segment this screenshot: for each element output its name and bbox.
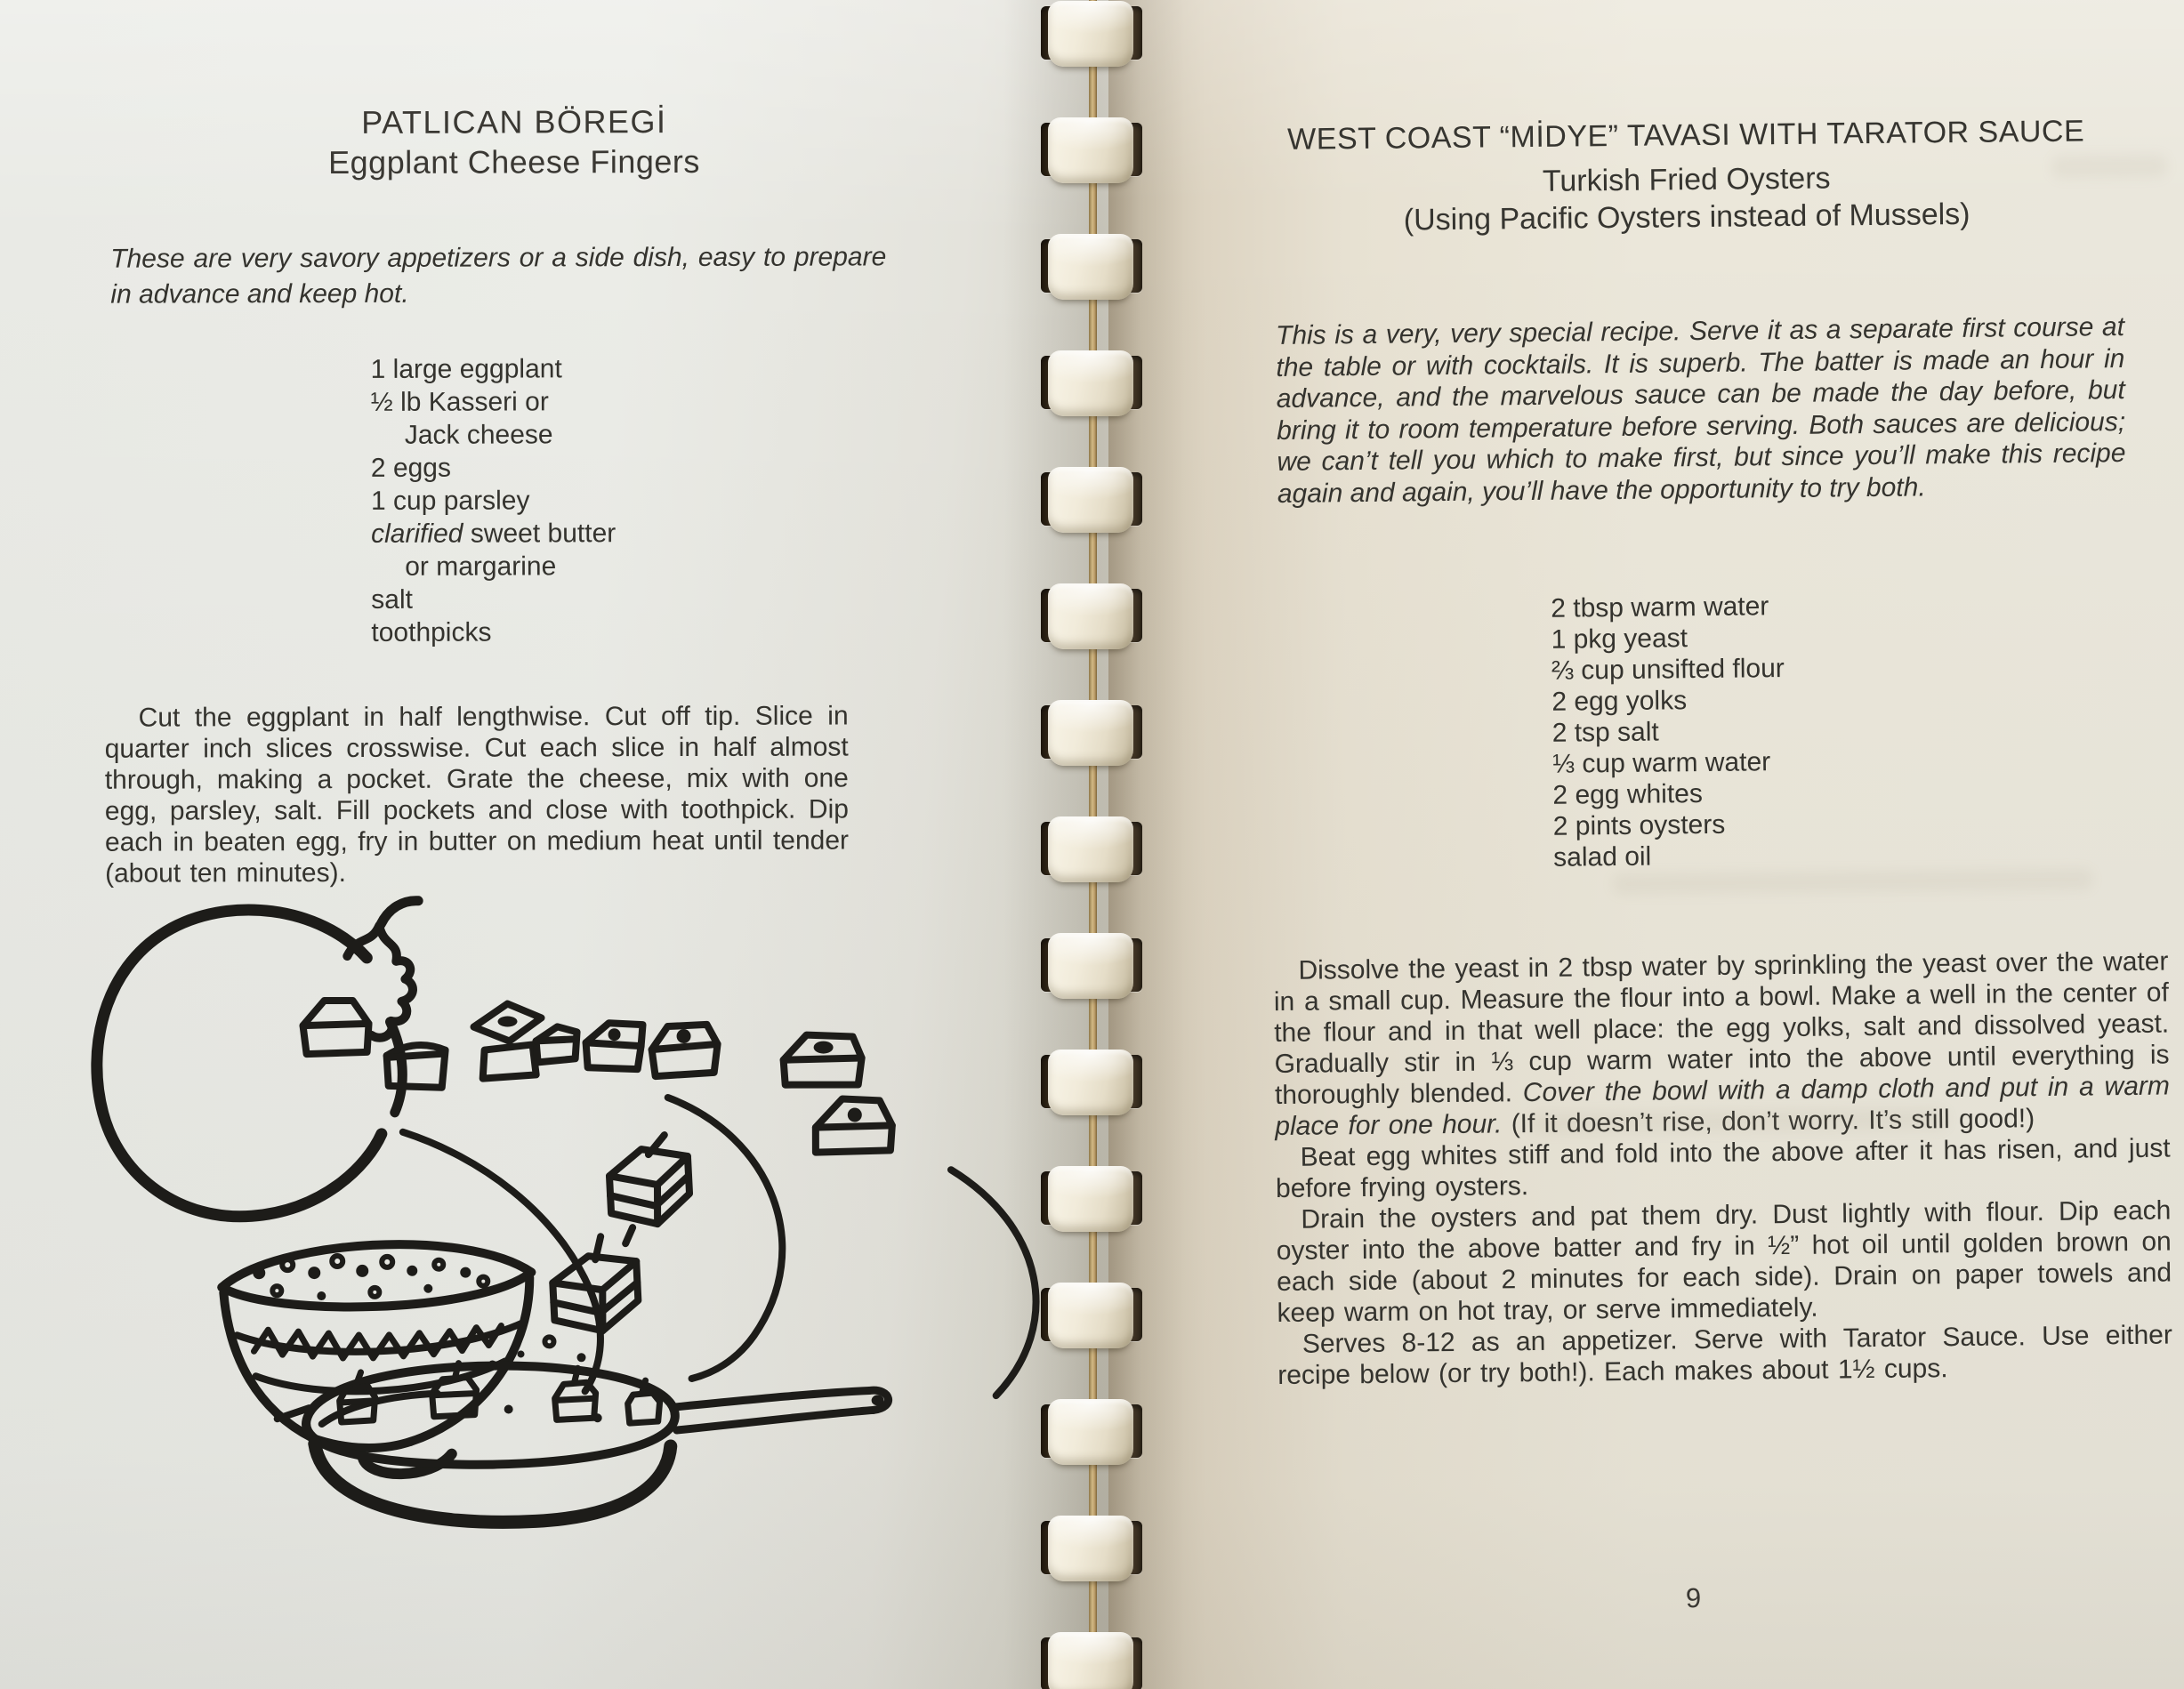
instructions-paragraph: Drain the oysters and pat them dry. Dust lightly with flour. Dip each oyster into the above batter and fry in ½” hot oil until golden brown on each side (about 2 minutes for each side). Drain on paper towels and keep warm on hot tray, or serve immediately. [1276,1195,2172,1329]
right-instructions [1273,946,2172,1392]
bleed-through-mark [1529,1108,1947,1134]
right-recipe-intro: This is a very, very special recipe. Serve it as a separate first course at the table or with cocktails. It is superb. The batter is made an hour in advance, and the marvelous sauce can be made the day before, but bring it to room temperature before serving. Both sauces are delicious; we can’t tell you which to make first, but since you’ll make this recipe again and again, you’ll have the opportunity to try both. [1275,312,2126,509]
ingredient-line: 2 tsp salt [1551,717,1659,748]
binding-loop [1003,350,1185,416]
binding-loop-band [1048,117,1133,183]
right-page [1108,0,2184,1689]
binding-loop [1003,1399,1185,1465]
binding-loop [1003,700,1185,766]
right-recipe-note: (Using Pacific Oysters instead of Mussels) [1403,197,1970,237]
mixing-bowl-drawing [222,1244,532,1475]
right-ingredient-list [1551,591,1786,873]
ingredient-line: 2 tbsp warm water [1551,591,1769,623]
spiral-binding [1003,0,1185,1689]
binding-loop-band [1048,1283,1133,1348]
ingredient-line: ½ lb Kasseri or [370,387,549,417]
binding-loop [1003,117,1185,183]
binding-loop-band [1048,234,1133,300]
ingredient-line: 1 pkg yeast [1551,623,1688,655]
binding-loop-band [1048,1166,1133,1232]
binding-loop-band [1048,1632,1133,1689]
bleed-through-mark [2051,154,2167,178]
instructions-paragraph: Serves 8-12 as an appetizer. Serve with Tarator Sauce. Use either recipe below (or try both!). Each makes about 1½ cups. [1277,1320,2173,1391]
instructions-text: (If it doesn’t rise, don’t worry. It’s still good!) [1502,1104,2035,1139]
binding-loop-band [1048,350,1133,416]
left-instructions: Cut the eggplant in half lengthwise. Cut off tip. Slice in quarter inch slices crosswise. Cut each slice in half almost through, making a pocket. Grate the cheese, mix with one egg, parsley, salt. Fill pockets and close with toothpick. Dip each in beaten egg, fry in butter on medium heat until tender (about ten minutes). [104,701,850,889]
right-recipe-subtitle: Turkish Fried Oysters [1542,161,1831,198]
binding-loop [1003,467,1185,533]
ingredient-line: salt [371,584,414,615]
binding-loop-band [1048,467,1133,533]
right-page-content [1100,0,2184,1689]
binding-loop-band [1048,583,1133,649]
binding-loop-band [1048,700,1133,766]
binding-loop [1003,1516,1185,1581]
binding-loop [1003,1283,1185,1348]
binding-loop-band [1048,1516,1133,1581]
ingredient-line: 2 eggs [370,453,452,483]
bleed-through-mark [1612,868,2092,895]
binding-loop [1003,933,1185,999]
ingredient-text: sweet butter [463,519,617,549]
binding-loop-band [1048,933,1133,999]
instructions-text: Dissolve the yeast in 2 tbsp water by sprinkling the yeast over the water in a small cup. Measure the flour into a bowl. Make a well in the center of the flour and in that well place: the egg yolks, salt and dissolved yeast. Gradually stir in ⅓ cup warm water into the above until everything is thoroughly blended. [1273,946,2170,1111]
ingredient-line: 2 pints oysters [1552,809,1726,841]
binding-loop-band [1048,1,1133,67]
left-recipe-subtitle: Eggplant Cheese Fingers [328,142,700,181]
cheese-cubes-drawing [302,999,892,1331]
recipe-illustration [53,869,1105,1574]
binding-loop-band [1048,1050,1133,1115]
right-recipe-title: WEST COAST “MİDYE” TAVASI WITH TARATOR SAUCE [1286,114,2085,157]
binding-loop [1003,1050,1185,1115]
page-number: 9 [1685,1582,1702,1614]
frying-pan-drawing [277,1336,888,1523]
bowl-filling-dots [253,1256,488,1301]
ingredient-line: 2 egg whites [1552,779,1704,810]
instructions-emphasis: Cover the bowl with a damp cloth and put in a warm place for one hour. [1275,1071,2171,1142]
instructions-paragraph: Beat egg whites stiff and fold into the above after it has risen, and just before frying oysters. [1275,1133,2171,1204]
binding-loop [1003,1166,1185,1232]
skewered-cube [609,1135,689,1243]
left-ingredient-list [371,352,617,649]
binding-loop [1003,583,1185,649]
binding-loop [1003,816,1185,882]
eggplant-drawing [96,901,419,1218]
binding-loop [1003,1,1185,67]
binding-loop [1003,1632,1185,1689]
left-recipe-title: PATLICAN BÖREGİ [361,103,667,141]
ingredient-line: 2 egg yolks [1551,686,1688,717]
ingredient-line: ⅓ cup warm water [1551,747,1771,779]
ingredient-line: Jack cheese [404,420,553,450]
ingredient-emphasis: clarified [371,519,463,549]
ingredient-line: ⅔ cup unsifted flour [1551,654,1785,686]
ingredient-line: 1 large eggplant [370,354,562,384]
binding-loop [1003,234,1185,300]
ingredient-line: or margarine [405,551,557,582]
left-recipe-intro: These are very savory appetizers or a side dish, easy to prepare in advance and keep hot. [110,242,887,310]
ingredient-line: 1 cup parsley [370,486,530,516]
ingredient-line [371,517,616,551]
ingredient-line: toothpicks [371,617,492,647]
swoosh-lines [403,1097,1036,1397]
binding-loop-band [1048,816,1133,882]
binding-loop-band [1048,1399,1133,1465]
ingredient-line: salad oil [1553,841,1652,873]
